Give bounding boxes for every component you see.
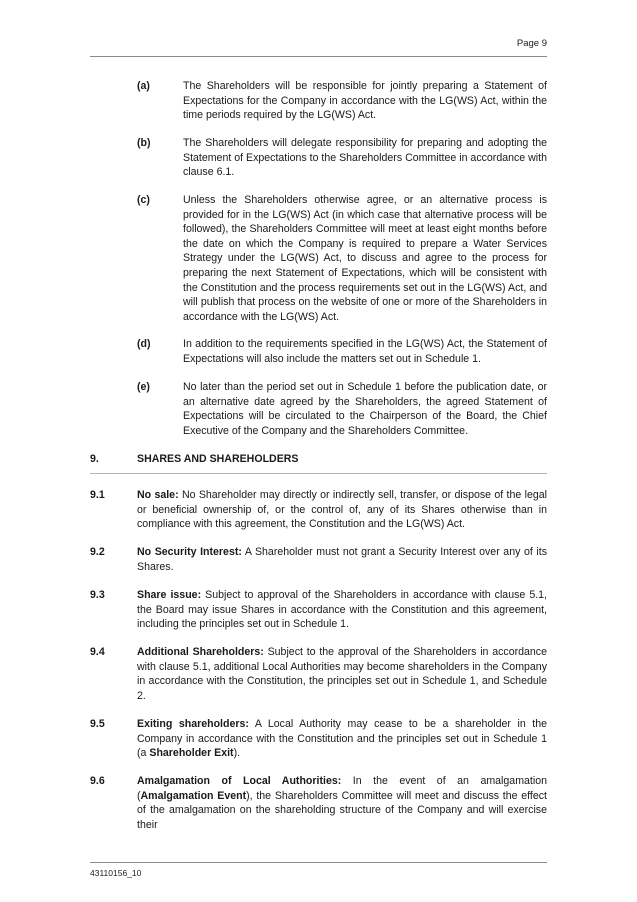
subclause-d-label: (d) xyxy=(137,338,151,350)
clause-9-1-text xyxy=(137,488,547,532)
header-rule xyxy=(90,56,547,57)
clause-9-3-number: 9.3 xyxy=(90,589,105,601)
clause-9-5-number: 9.5 xyxy=(90,718,105,730)
clause-title: Additional Shareholders: xyxy=(137,646,264,658)
clause-title: No sale: xyxy=(137,489,179,501)
clause-body: No Shareholder may directly or indirectly sell, transfer, or dispose of the legal or beneficial ownership of, or the control of, any of its Shares otherwise than in compliance with this agreement, the Constitution and the LG(WS) Act. xyxy=(137,489,547,531)
clause-9-4-text xyxy=(137,645,547,703)
clause-9-6-number: 9.6 xyxy=(90,775,105,787)
defined-term: Amalgamation Event xyxy=(140,789,247,802)
clause-body: Subject to the approval of the Shareholders in accordance with clause 5.1, additional Local Authorities may become shareholders in the Company in accordance with the Constitution, the principles set out in Schedule 1, and Schedule 2. xyxy=(137,646,547,702)
clause-title: Share issue: xyxy=(137,589,202,601)
clause-9-1-number: 9.1 xyxy=(90,489,105,501)
clause-9-6-text xyxy=(137,774,547,832)
footer-doc-ref: 43110156_10 xyxy=(90,868,142,878)
subclause-a-label: (a) xyxy=(137,80,150,92)
clause-tail: ), the Shareholders Committee will meet and discuss the effect of the amalgamation on the shareholding structure of the Company and will exercise their xyxy=(137,789,547,831)
clause-9-2-number: 9.2 xyxy=(90,546,105,558)
subclause-b-label: (b) xyxy=(137,137,151,149)
clause-9-5-text xyxy=(137,717,547,761)
clause-body: Subject to approval of the Shareholders in accordance with clause 5.1, the Board may issue Shares in accordance with the Constitution and this agreement, including the principles set out in Schedule 1. xyxy=(137,589,547,631)
clause-title: Amalgamation of Local Authorities: xyxy=(137,775,342,787)
subclause-c-text: Unless the Shareholders otherwise agree, or an alternative process is provided for in the LG(WS) Act (in which case that alternative process will be followed), the Shareholders Committee will meet at least eight months before the date on which the Company is required to prepare a Water Services Strategy under the LG(WS) Act, to discuss and agree to the process for preparing the next Statement of Expectations, which will be consistent with the Constitution and the process requirements set out in the LG(WS) Act, and will publish that process on the website of one or more of the Shareholders in accordance with the LG(WS) Act. xyxy=(183,194,547,323)
page-header: Page 9 xyxy=(516,38,547,49)
footer-rule xyxy=(90,862,547,863)
subclause-e-label: (e) xyxy=(137,381,150,393)
section-title: SHARES AND SHAREHOLDERS xyxy=(137,453,299,465)
subclause-d-text: In addition to the requirements specified in the LG(WS) Act, the Statement of Expectations will also include the matters set out in Schedule 1. xyxy=(183,338,547,365)
subclause-a-text: The Shareholders will be responsible for jointly preparing a Statement of Expectations for the Company in accordance with the LG(WS) Act, within the time periods required by the LG(WS) Act. xyxy=(183,80,547,122)
clause-9-3-text xyxy=(137,588,547,632)
clause-body: A Local Authority may cease to be a shareholder in the Company in accordance with the Constitution and the principles set out in Schedule 1 (a xyxy=(137,718,547,760)
clause-9-2-text xyxy=(137,545,547,574)
defined-term: Shareholder Exit xyxy=(149,747,234,760)
clause-9-4-number: 9.4 xyxy=(90,646,105,658)
subclause-e-text: No later than the period set out in Schedule 1 before the publication date, or an alternative date agreed by the Shareholders, the agreed Statement of Expectations will be circulated to the Chairperson of the Board, the Chief Executive of the Company and the Shareholders Committee. xyxy=(183,381,547,437)
section-number: 9. xyxy=(90,453,99,465)
subclause-b-text: The Shareholders will delegate responsibility for preparing and adopting the Statement of Expectations to the Shareholders Committee in accordance with clause 6.1. xyxy=(183,137,547,179)
section-rule xyxy=(90,473,547,474)
clause-title: No Security Interest: xyxy=(137,546,242,558)
clause-body: A Shareholder must not grant a Security Interest over any of its Shares. xyxy=(137,546,547,573)
clause-body: In the event of an amalgamation ( xyxy=(137,775,547,802)
clause-title: Exiting shareholders: xyxy=(137,718,249,730)
subclause-c-label: (c) xyxy=(137,194,150,206)
clause-tail: ). xyxy=(233,747,241,760)
